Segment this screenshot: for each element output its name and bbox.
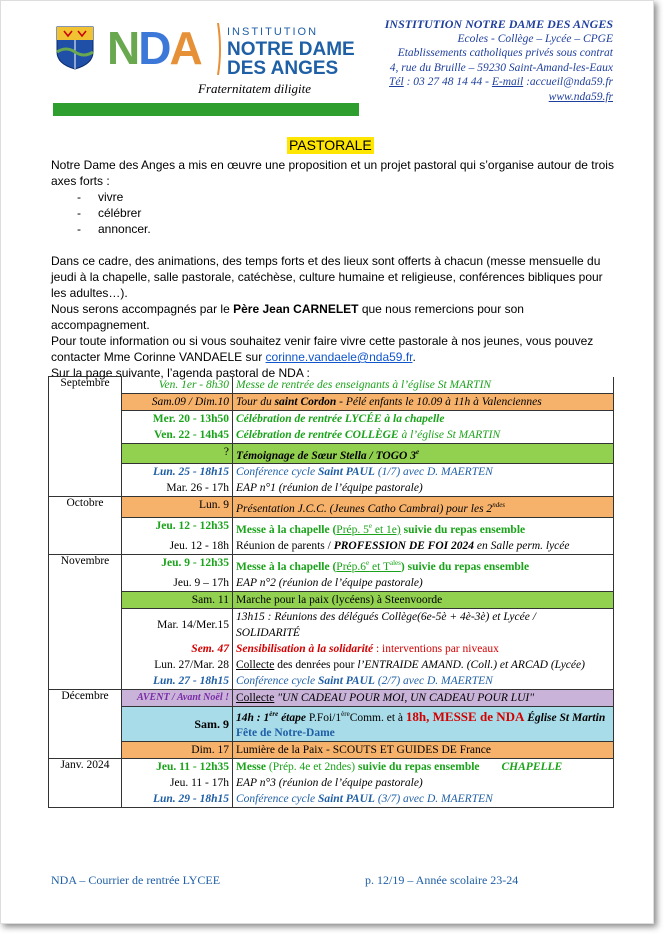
table-row: Novembre Jeu. 9 - 12h35 Messe à la chapelle (Prép.6e et $T^{ales}$) suivie du repas ensemble xyxy=(49,554,614,574)
list-item: - vivre xyxy=(77,189,621,205)
table-row: Sem. 47 Sensibilisation à la solidarité : interventions par niveaux xyxy=(49,641,614,657)
website-link[interactable]: www.nda59.fr xyxy=(548,90,613,103)
nda-logo-text: NDA xyxy=(107,22,201,74)
table-row: Lun. 29 - 18h15 Conférence cycle Saint PAUL (3/7) avec D. MAERTEN xyxy=(49,791,614,808)
table-row: Mar. 14/Mer.15 13h15 : Réunions des délégués Collège(6e-5è + 4è-3è) et Lycée / SOLIDARITÉ xyxy=(49,608,614,641)
table-row: Sam. 11 Marche pour la paix (lycéens) à Steenvoorde xyxy=(49,591,614,608)
page-title: PASTORALE xyxy=(289,137,372,153)
table-row: Jeu. 11 - 17h EAP n°3 (réunion de l’équipe pastorale) xyxy=(49,775,614,791)
table-row: Jeu. 9 – 17h EAP n°2 (réunion de l’équipe pastorale) xyxy=(49,575,614,592)
list-item: - célébrer xyxy=(77,205,621,221)
header-green-bar xyxy=(53,103,359,116)
table-row: ? Témoignage de Sœur Stella / TOGO 3e xyxy=(49,443,614,464)
table-row: Lun. 25 - 18h15 Conférence cycle Saint PAUL (1/7) avec D. MAERTEN xyxy=(49,464,614,481)
month-label: Novembre xyxy=(49,554,122,689)
table-row: Octobre Lun. 9 Présentation J.C.C. (Jeunes Catho Cambrai) pour les $2^{ndes}$ xyxy=(49,497,614,518)
table-row: Jeu. 12 - 18h Réunion de parents / PROFESSION DE FOI 2024 en Salle perm. lycée xyxy=(49,538,614,555)
month-label: Septembre xyxy=(49,377,122,497)
footer-page-number: p. 12/19 – Année scolaire 23-24 xyxy=(365,873,519,887)
logo-divider-icon xyxy=(214,23,222,75)
table-row: Mer. 20 - 13h50 Célébration de rentrée LYCÉE à la chapelle xyxy=(49,410,614,427)
institution-logo xyxy=(51,21,361,101)
coat-of-arms-icon xyxy=(56,26,94,70)
table-row: Lun. 27 - 18h15 Conférence cycle Saint PAUL (2/7) avec D. MAERTEN xyxy=(49,673,614,690)
list-item: - annoncer. xyxy=(77,221,621,237)
table-row: Sam.09 / Dim.10 Tour du saint Cordon - Pélé enfants le 10.09 à 11h à Valenciennes xyxy=(49,393,614,410)
table-row: Lun. 27/Mar. 28 Collecte des denrées pour l’ENTRAIDE AMAND. (Coll.) et ARCAD (Lycée) xyxy=(49,657,614,673)
axes-list xyxy=(51,189,621,237)
table-row: Dim. 17 Lumière de la Paix - SCOUTS ET GUIDES DE France xyxy=(49,741,614,758)
address-block: INSTITUTION NOTRE DAME DES ANGES Ecoles - Collège – Lycée – CPGE Etablissements catholiques privés sous contrat 4, rue du Bruille – 59230 Saint-Amand-les-Eaux Tél : 03 27 48 14 44 - E-mail :accueil@nda59.fr www.nda59.fr xyxy=(384,17,613,103)
email-link[interactable]: corinne.vandaele@nda59.fr xyxy=(265,350,413,364)
table-row: Sam. 9 14h : 1ère étape P.Foi/1èreComm. et à 18h, MESSE de NDA Église St Martin Fête de Notre-Dame xyxy=(49,706,614,741)
month-label: Janv. 2024 xyxy=(49,758,122,807)
table-row: Jeu. 12 - 12h35 Messe à la chapelle (Prép. 5e et 1e) suivie du repas ensemble xyxy=(49,518,614,538)
table-row: Décembre AVENT / Avant Noël ! Collecte "UN CADEAU POUR MOI, UN CADEAU POUR LUI" xyxy=(49,689,614,706)
footer-left: NDA – Courrier de rentrée LYCEE xyxy=(51,873,221,887)
table-row: Ven. 22 - 14h45 Célébration de rentrée COLLÈGE à l’église St MARTIN xyxy=(49,427,614,444)
motto: Fraternitatem diligite xyxy=(198,81,312,96)
agenda-table xyxy=(48,376,614,808)
table-row: Septembre Ven. 1er - 8h30 Messe de rentrée des enseignants à l’église St MARTIN xyxy=(49,377,614,394)
institution-name: INSTITUTION NOTRE DAME DES ANGES xyxy=(227,26,355,79)
month-label: Décembre xyxy=(49,689,122,758)
month-label: Octobre xyxy=(49,497,122,555)
intro-text: Notre Dame des Anges a mis en œuvre une proposition et un projet pastoral qui s’organise autour de trois axes forts : - vivre - célébrer - annoncer. Dans ce cadre, des animations, des temps forts et des lieux sont offerts à chacun (messe mensuelle du jeudi à la chapelle, salle pastorale, catéchèse, culture humaine et religieuse, conférences bibliques pour les adultes…). Nous serons accompagnés par le Père Jean CARNELET que nous remercions pour son accompagnement. Pour toute information ou si vous souhaitez venir faire vivre cette pastorale à nos jeunes, vous pouvez contacter Mme Corinne VANDAELE sur corinne.vandaele@nda59.fr. Sur la page suivante, l’agenda pastoral de NDA : xyxy=(51,157,621,381)
table-row: Mar. 26 - 17h EAP n°1 (réunion de l’équipe pastorale) xyxy=(49,480,614,497)
table-row: Janv. 2024 Jeu. 11 - 12h35 Messe (Prép. 4e et 2ndes) suivie du repas ensemble CHAPELLE xyxy=(49,758,614,775)
